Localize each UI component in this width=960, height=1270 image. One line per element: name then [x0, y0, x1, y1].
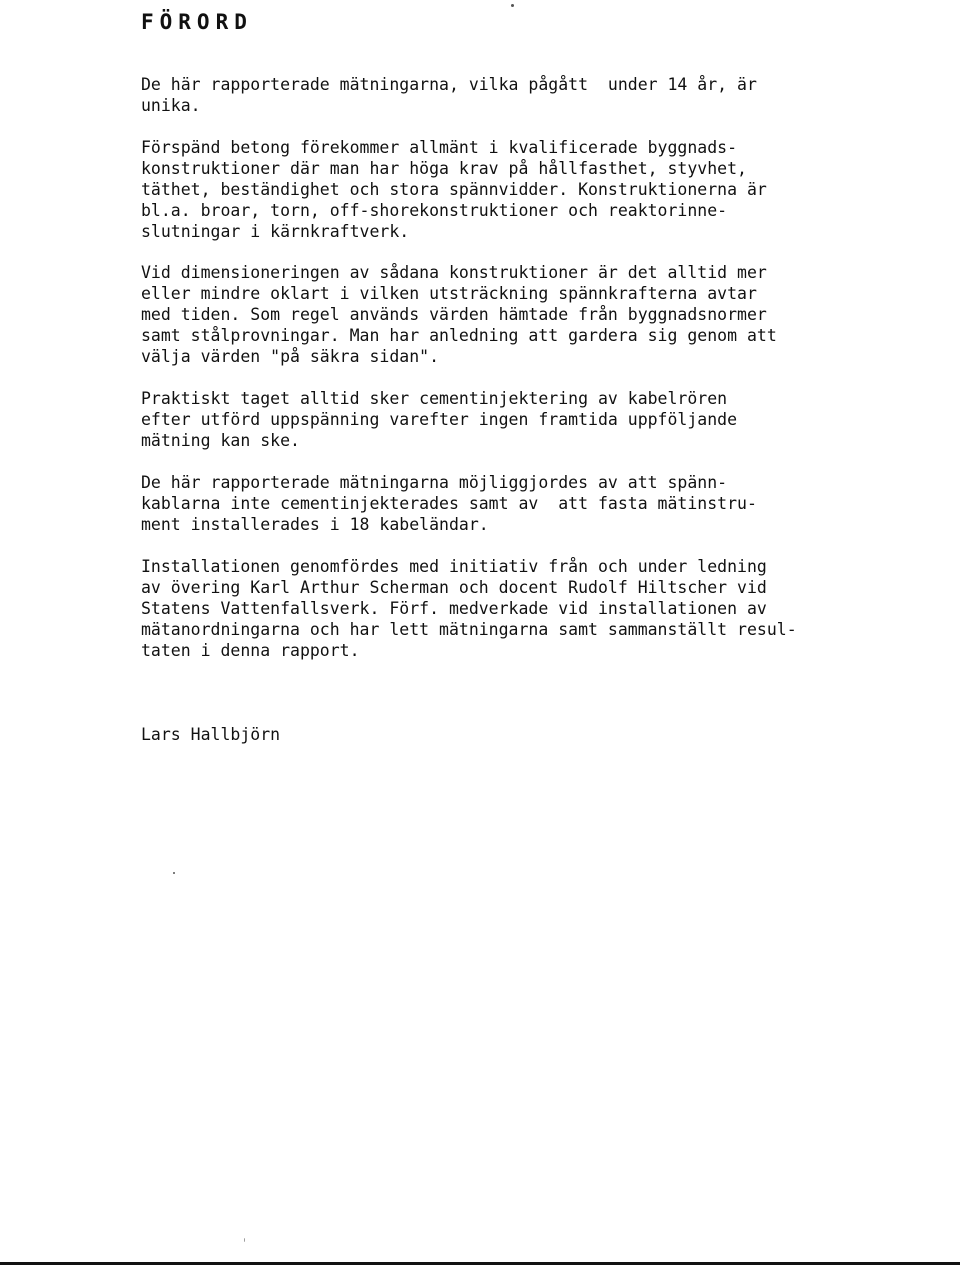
paragraph-installation: Installationen genomfördes med initiativ från och under ledning av övering Karl Arthur Scherman och docent Rudolf Hiltscher vid Statens Vattenfallsverk. Förf. medverkade vid installationen av mätanordningarna och har lett mätningarna samt sammanställt resul- taten i denna rapport.	[141, 557, 797, 660]
page-title: FÖRORD	[141, 10, 253, 34]
scan-speck	[244, 1238, 245, 1242]
paragraph-measurements-enabled: De här rapporterade mätningarna möjliggjordes av att spänn- kablarna inte cementinjekterades samt av att fasta mätinstru- ment installerades i 18 kabeländar.	[141, 473, 757, 534]
paragraph-cement-injection: Praktiskt taget alltid sker cementinjektering av kabelrören efter utförd uppspänning varefter ingen framtida uppföljande mätning kan ske.	[141, 389, 738, 450]
author-signature: Lars Hallbjörn	[141, 725, 281, 744]
scan-speck	[511, 4, 514, 7]
paragraph-prestressed-concrete: Förspänd betong förekommer allmänt i kvalificerade byggnads- konstruktioner där man har höga krav på hållfasthet, styvhet, täthet, beständighet och stora spännvidder. Konstruktionerna är bl.a. broar, torn, off-shorekonstruktioner och reaktorinne- slutningar i kärnkraftverk.	[141, 138, 767, 241]
scan-speck	[173, 872, 175, 874]
paragraph-dimensioning: Vid dimensioneringen av sådana konstruktioner är det alltid mer eller mindre oklart i vilken utsträckning spännkrafterna avtar med tiden. Som regel används värden hämtade från byggnadsnormer samt stålprovningar. Man har anledning att gardera sig genom att välja värden "på säkra sidan".	[141, 263, 777, 366]
paragraph-intro: De här rapporterade mätningarna, vilka pågått under 14 år, är unika.	[141, 75, 757, 115]
page-bottom-border	[0, 1262, 960, 1265]
